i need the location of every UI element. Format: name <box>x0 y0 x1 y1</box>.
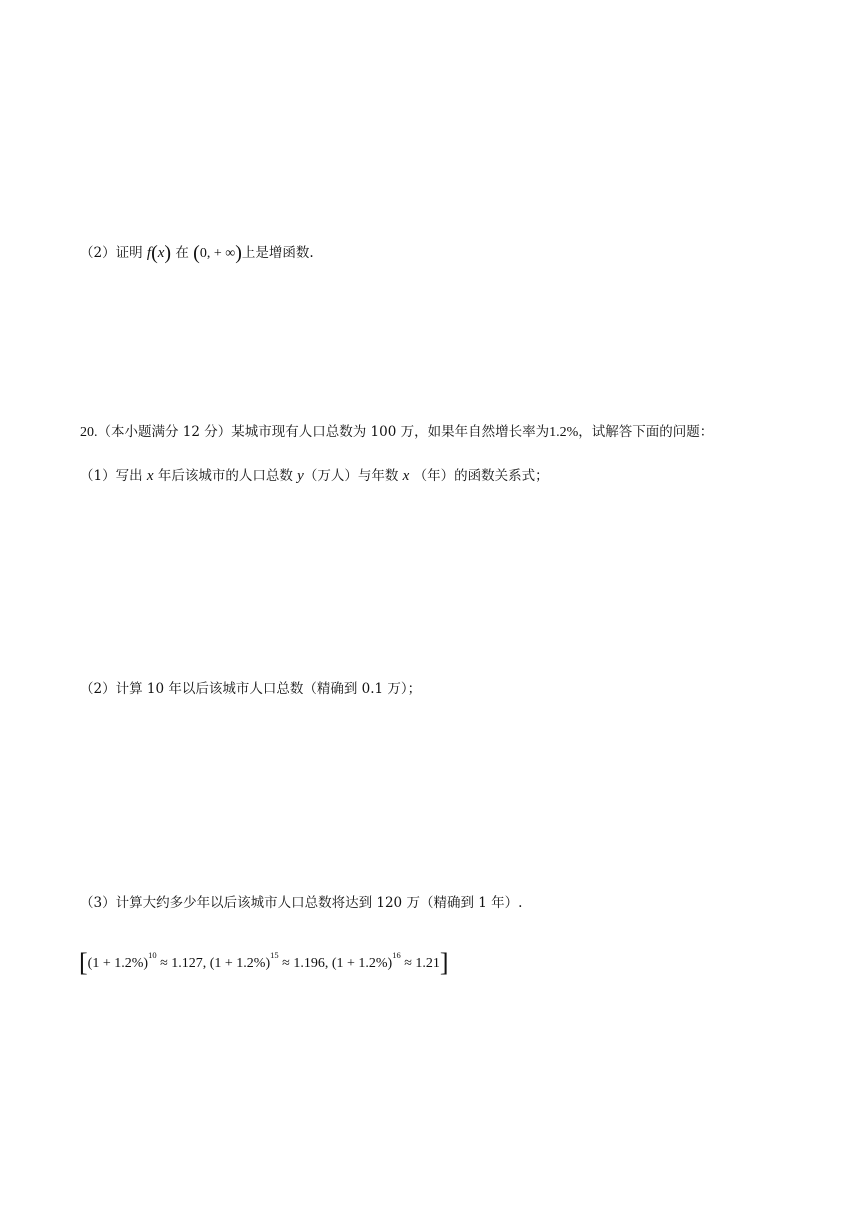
part3-text: （3）计算大约多少年以后该城市人口总数将达到 120 万（精确到 1 年）. <box>80 895 523 911</box>
interval-open: ( <box>193 242 200 264</box>
power-base-1: (1 + 1.2%) <box>87 956 149 971</box>
power-base-2: (1 + 1.2%) <box>209 956 271 971</box>
growth-rate: 1.2% <box>549 425 579 440</box>
q19-part2-suffix: 上是增函数. <box>241 245 314 261</box>
var-x: x <box>146 468 154 484</box>
right-bracket: ] <box>439 948 449 977</box>
q19-part2-prefix: （2）证明 <box>80 245 143 261</box>
q20-part2 <box>80 679 421 699</box>
value-3: ≈ 1.21 <box>400 956 440 971</box>
q20-part1 <box>80 466 549 486</box>
value-1: ≈ 1.127, <box>156 956 210 971</box>
part1-d: （年）的函数关系式； <box>413 468 549 484</box>
q19-part2-mid: 在 <box>175 245 189 261</box>
q20-intro-tail: ，试解答下面的问题： <box>578 424 714 440</box>
right-paren: ) <box>164 242 172 264</box>
q19-part2 <box>80 243 314 264</box>
power-base-3: (1 + 1.2%) <box>331 956 393 971</box>
var-x: x <box>402 468 410 484</box>
part2-text: （2）计算 10 年以后该城市人口总数（精确到 0.1 万）； <box>80 681 422 697</box>
left-paren: ( <box>151 242 158 264</box>
q20-header <box>80 422 713 443</box>
q20-part3 <box>80 893 522 913</box>
var-y: y <box>297 468 304 484</box>
question-number: 20. <box>80 425 98 440</box>
interval-close: ) <box>235 242 242 264</box>
value-2: ≈ 1.196, <box>278 956 332 971</box>
exponent-2: 15 <box>270 950 279 960</box>
part1-c: （万人）与年数 <box>303 468 399 484</box>
interval-content: 0, + ∞ <box>199 246 236 261</box>
exponent-3: 16 <box>392 950 401 960</box>
exponent-1: 10 <box>148 950 157 960</box>
reference-values <box>79 940 449 979</box>
function-symbol: f <box>146 245 152 261</box>
part1-a: （1）写出 <box>80 468 143 484</box>
left-bracket: [ <box>79 948 88 977</box>
q20-intro: （本小题满分 12 分）某城市现有人口总数为 100 万，如果年自然增长率为 <box>97 424 550 440</box>
function-variable: x <box>157 245 165 261</box>
part1-b: 年后该城市的人口总数 <box>153 468 293 484</box>
